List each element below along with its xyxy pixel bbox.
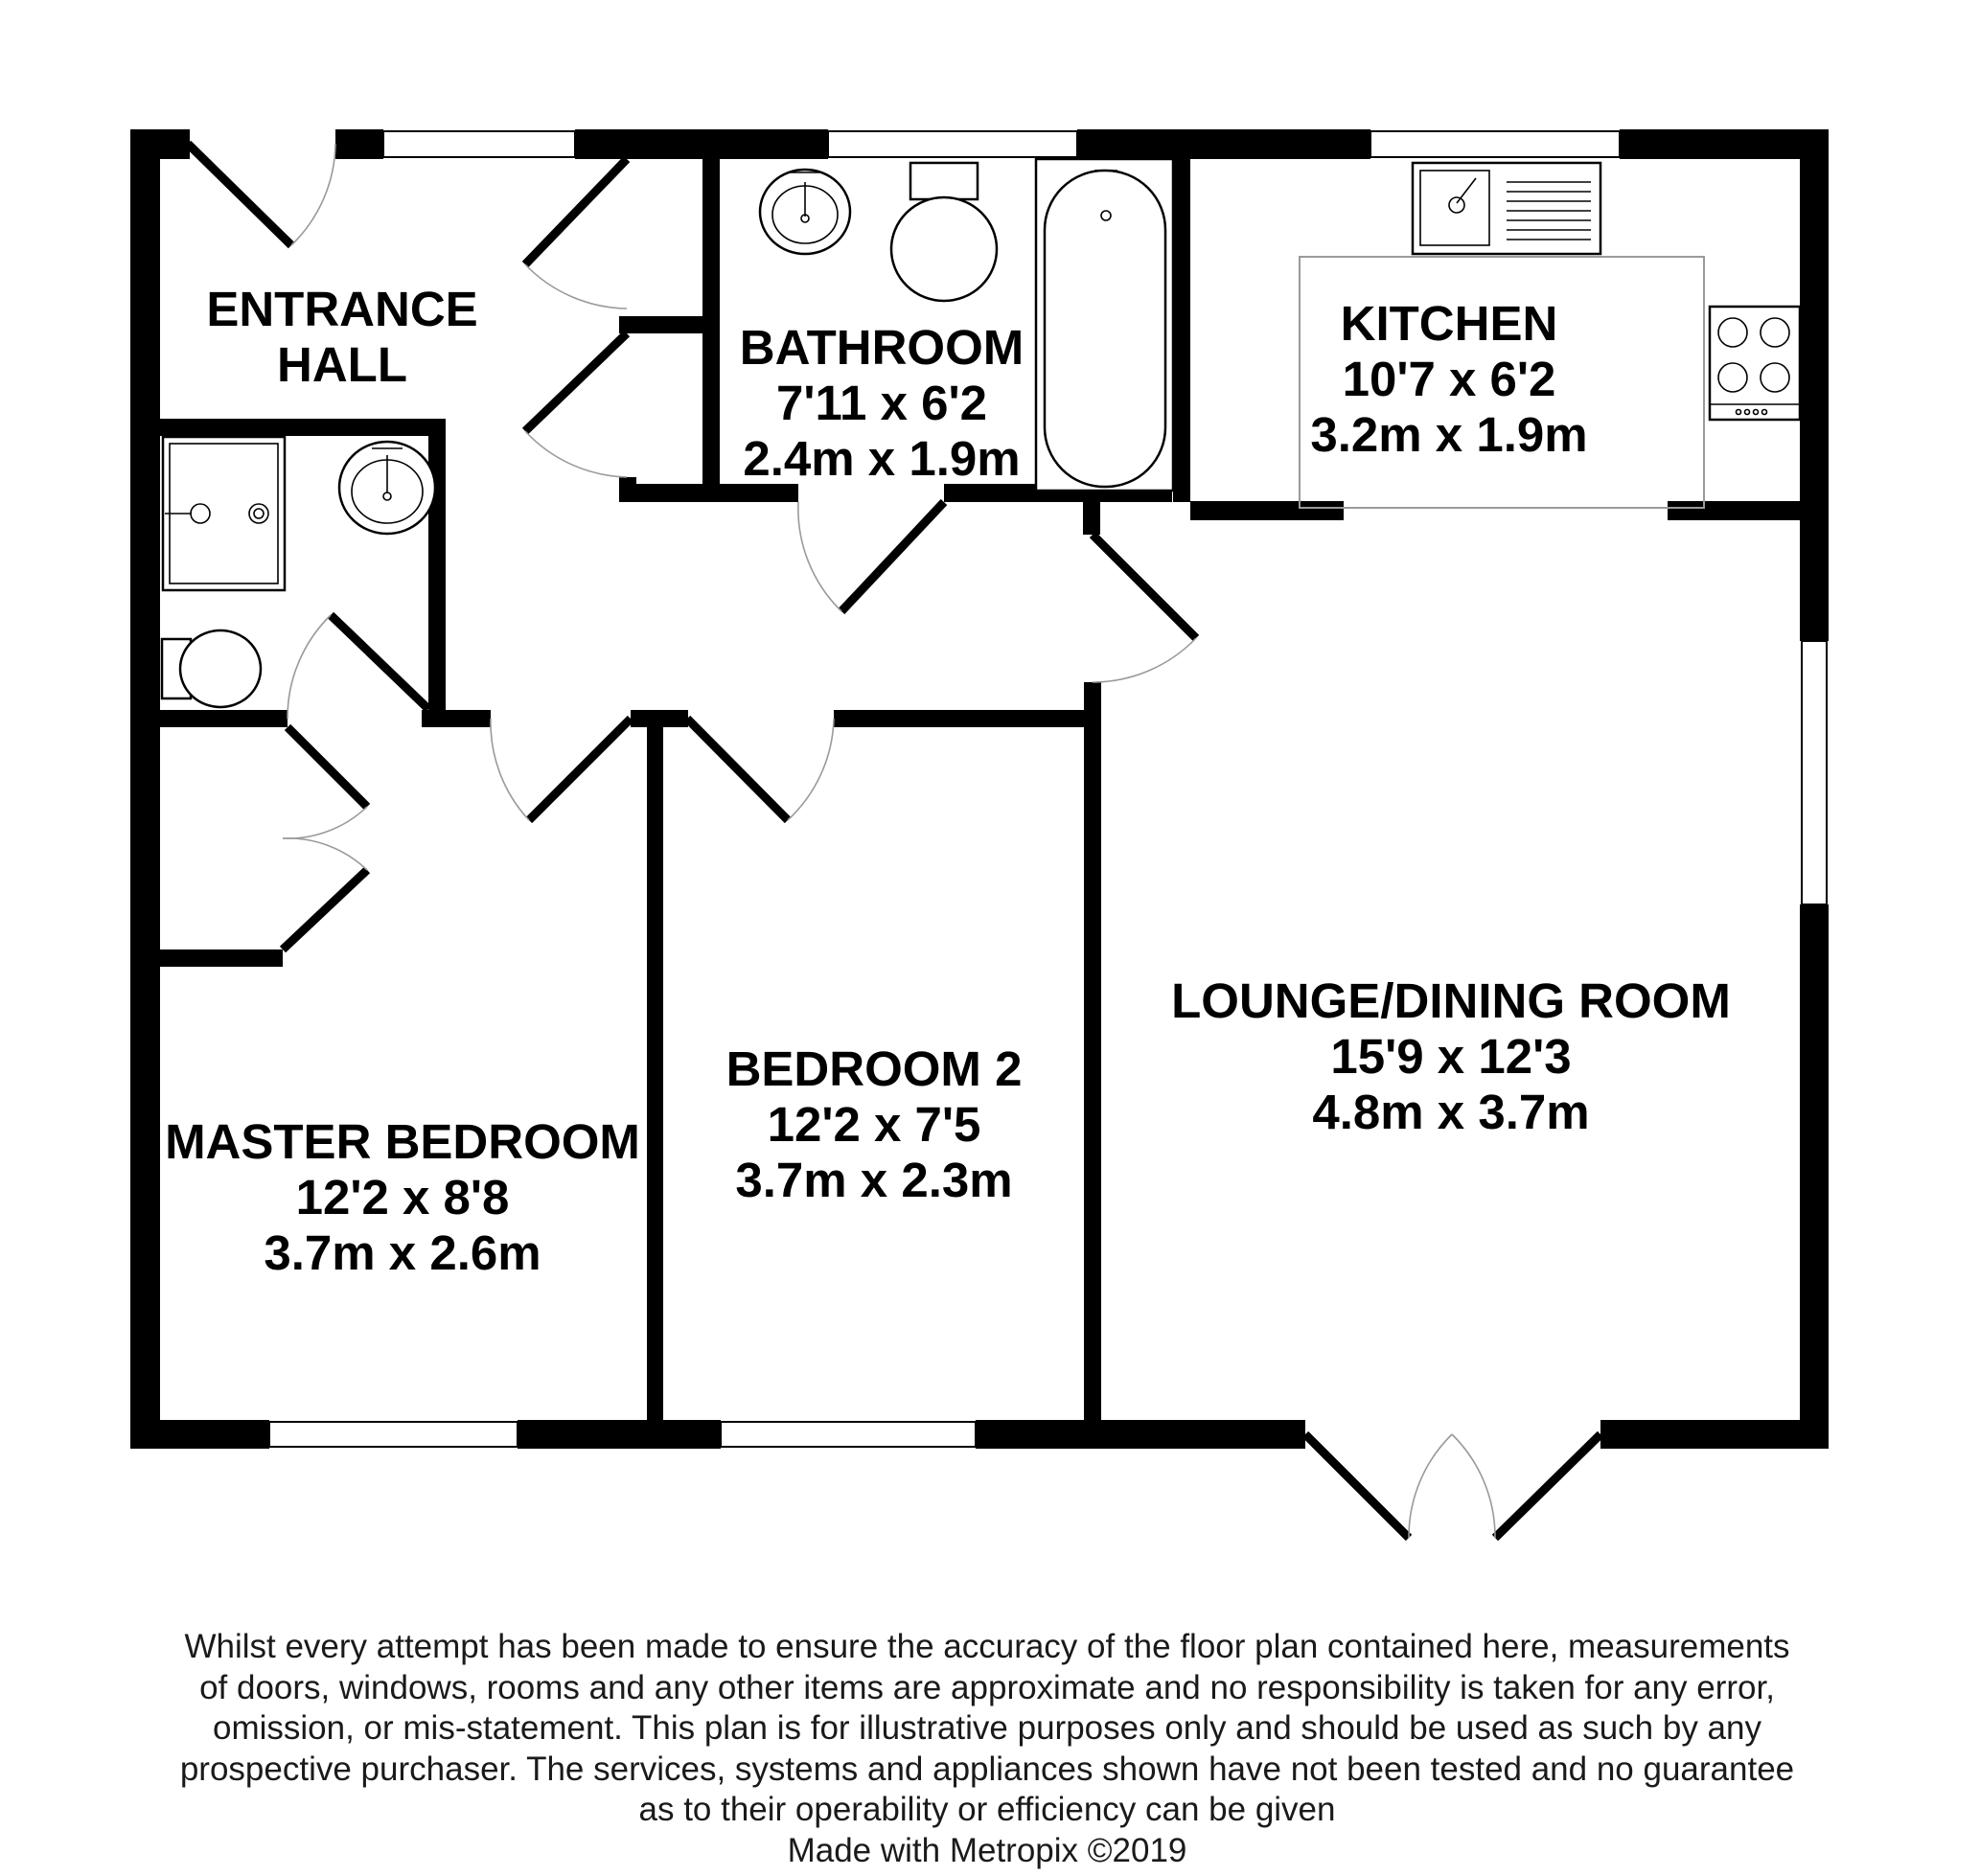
- french-door-left: [1305, 1434, 1409, 1538]
- window-kitchen: [1370, 131, 1620, 157]
- room-lounge-dining: [1171, 973, 1731, 1139]
- french-door-right: [1495, 1434, 1600, 1538]
- hob-icon: [1710, 307, 1800, 420]
- room-entrance-hall: [206, 282, 477, 392]
- room-kitchen: [1310, 296, 1587, 462]
- toilet-icon: [891, 163, 997, 301]
- disclaimer-line: Whilst every attempt has been made to ensure the accuracy of the floor plan contained here, measurements: [184, 1628, 1790, 1665]
- front-door: [188, 144, 291, 245]
- bath-icon: [1036, 159, 1173, 491]
- room-dimensions-imperial: 15'9 x 12'3: [1330, 1029, 1572, 1084]
- room-dimensions-metric: 2.4m x 1.9m: [743, 431, 1021, 486]
- room-name: HALL: [277, 337, 407, 392]
- sink-icon: [339, 442, 435, 534]
- disclaimer-line: as to their operability or efficiency can be given: [638, 1791, 1336, 1828]
- room-bedroom-2: [726, 1041, 1023, 1207]
- shower-tray-icon: [163, 437, 285, 590]
- room-name: LOUNGE/DINING ROOM: [1171, 973, 1731, 1028]
- disclaimer-line: of doors, windows, rooms and any other items are approximate and no responsibility is taken for any error,: [199, 1668, 1775, 1706]
- room-bathroom: [740, 320, 1025, 486]
- window-hall: [383, 131, 575, 157]
- window-bathroom: [828, 131, 1077, 157]
- room-dimensions-imperial: 12'2 x 8'8: [295, 1170, 510, 1224]
- disclaimer-line: omission, or mis-statement. This plan is for illustrative purposes only and should be used as such by any: [213, 1709, 1761, 1747]
- room-dimensions-imperial: 12'2 x 7'5: [767, 1097, 981, 1152]
- window-bedroom2: [721, 1422, 976, 1447]
- room-dimensions-metric: 3.7m x 2.6m: [264, 1225, 541, 1280]
- room-name: BATHROOM: [739, 320, 1025, 375]
- room-dimensions-metric: 4.8m x 3.7m: [1312, 1085, 1590, 1139]
- room-name: BEDROOM 2: [725, 1041, 1023, 1096]
- window-master: [269, 1422, 518, 1447]
- room-dimensions-metric: 3.7m x 2.3m: [735, 1153, 1013, 1207]
- disclaimer-line: prospective purchaser. The services, systems and appliances shown have not been tested and no guarantee: [179, 1750, 1795, 1788]
- room-dimensions-imperial: 10'7 x 6'2: [1342, 352, 1556, 406]
- room-master-bedroom: [165, 1114, 640, 1280]
- disclaimer: [134, 1627, 1840, 1871]
- room-name: MASTER BEDROOM: [165, 1114, 640, 1169]
- room-name: ENTRANCE: [206, 282, 478, 336]
- window-lounge-side: [1802, 641, 1827, 904]
- room-dimensions-metric: 3.2m x 1.9m: [1310, 407, 1588, 462]
- sink-icon: [760, 170, 850, 254]
- credit: Made with Metropix ©2019: [787, 1831, 1187, 1869]
- room-dimensions-imperial: 7'11 x 6'2: [776, 376, 987, 430]
- room-name: KITCHEN: [1340, 296, 1558, 351]
- toilet-icon: [162, 630, 261, 707]
- kitchen-sink-icon: [1413, 163, 1600, 254]
